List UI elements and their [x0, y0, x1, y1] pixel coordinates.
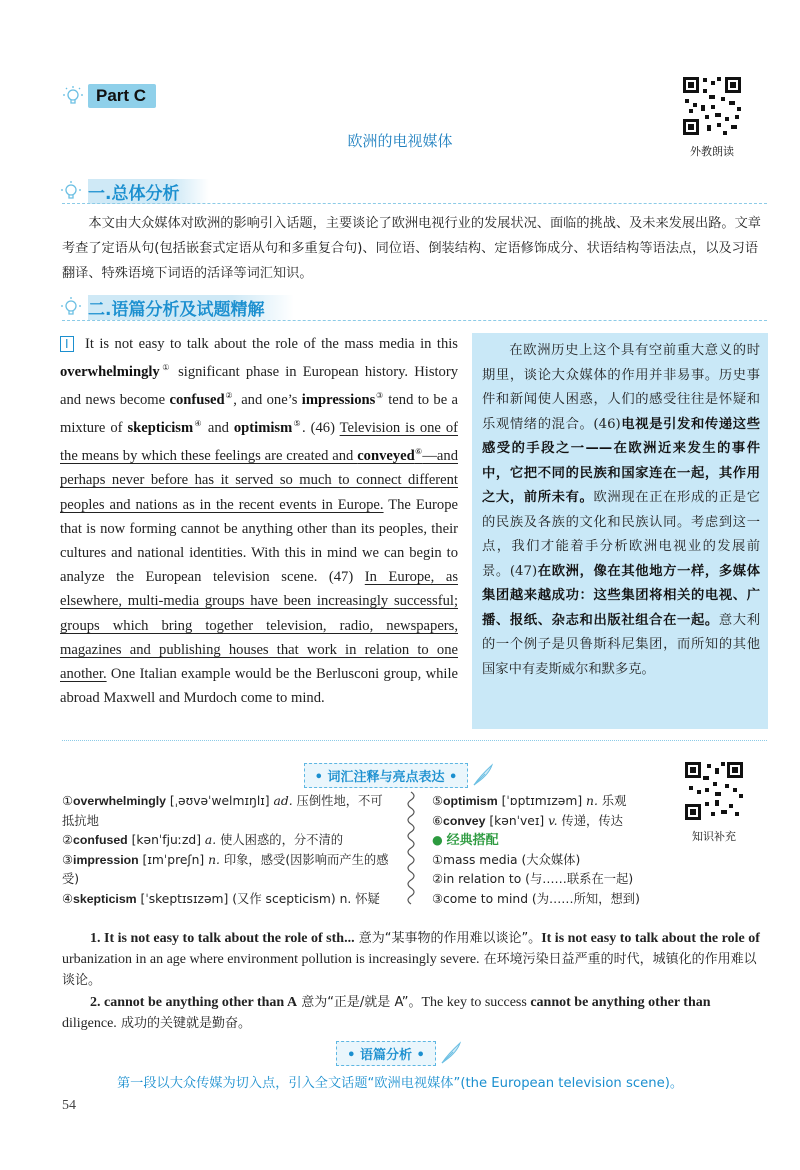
- vocab-item: ④skepticism [ˈskeptɪsɪzəm] (又作 scepticism) n. 怀疑: [62, 891, 380, 906]
- vocab-word: conveyed: [357, 448, 415, 465]
- lightbulb-icon: [60, 296, 82, 318]
- collocation-item: ③come to mind (为……所知，想到): [432, 891, 640, 906]
- vocab-right-list: [432, 792, 682, 909]
- qr-mid-label: 知识补充: [692, 830, 736, 843]
- section2-heading-text: 二.语篇分析及试题精解: [88, 295, 294, 320]
- vocab-item: ③impression [ɪmˈpreʃn] n. 印象，感受(因影响而产生的感受): [62, 852, 389, 886]
- vocab-item: ①overwhelmingly [ˌəʊvəˈwelmɪŋlɪ] ad. 压倒性地，不可抵抗地: [62, 794, 383, 828]
- qr-code-mid[interactable]: [683, 760, 745, 844]
- collocation-heading: ● 经典搭配: [432, 833, 499, 848]
- vocab-word: overwhelmingly: [60, 364, 160, 381]
- vocab-word: skepticism: [127, 420, 194, 437]
- quill-icon: [470, 762, 496, 788]
- translation-46: 电视是引发和传递这些感受的手段之一——在欧洲近来发生的事件中，它把不同的民族和国家连在一起，其作用之大，前所未有。: [482, 416, 760, 505]
- vocab-item: ⑤optimism [ˈɒptɪmɪzəm] n. 乐观: [432, 794, 627, 808]
- vocab-word: impressions: [301, 392, 376, 409]
- collocation-item: ①mass media (大众媒体): [432, 852, 581, 867]
- paragraph-number: Ⅰ: [60, 336, 74, 352]
- vocab-item: ⑥convey [kənˈveɪ] v. 传递，传达: [432, 813, 623, 828]
- translation-47: 在欧洲，像在其他地方一样，多媒体集团越来越成功：这些集团将相关的电视、广播、报纸、杂志和出版社组合在一起。: [482, 563, 761, 628]
- article-title: 欧洲的电视媒体: [347, 132, 453, 150]
- vocab-word: confused: [169, 392, 225, 409]
- underlined-sentence-46: Television is one of the means by which these feelings are created and conveyed⑥—and perhaps never before has it served so much to connect different peoples and nations as in the recent events in Europe.: [60, 420, 459, 513]
- divider: [62, 203, 767, 204]
- vocab-item: ②confused [kənˈfjuːzd] a. 使人困惑的，分不清的: [62, 833, 344, 847]
- analysis-badge-text: • 语篇分析 •: [336, 1041, 436, 1066]
- page-number: 54: [62, 1098, 76, 1113]
- vocab-badge-text: • 词汇注释与亮点表达 •: [304, 763, 469, 788]
- part-label: [62, 82, 156, 110]
- vocab-left-list: [62, 792, 392, 909]
- paragraph-summary: 第一段以大众传媒为切入点，引入全文话题“欧洲电视媒体”(the European television scene)。: [116, 1076, 684, 1091]
- english-passage: Ⅰ It is not easy to talk about the role of the mass media in this overwhelmingly① significant phase in European history. History and news become confused②, and one’s impressions③ tend to be a mixture of skepticism④ and optimism⑤. (46) Television is one of the means by which these feelings are created and conveyed⑥—and perhaps never before has it served so much to connect different peoples and nations as in the recent events in Europe. The Europe that is now forming cannot be anything other than its peoples, their cultures and national identities. With this in mind we can begin to analyze the European television scene. (47) In Europe, as elsewhere, multi-media groups have been increasingly successful; groups which bring together television, radio, newspapers, magazines and publishing houses that work in relation to one another. One Italian example would be the Berlusconi group, while abroad Maxwell and Murdoch come to mind.: [60, 336, 459, 707]
- divider: [62, 320, 767, 321]
- note-2: 2. cannot be anything other than A 意为“正是/就是 A”。The key to success cannot be anything other than diligence. 成功的关键就是勤奋。: [62, 995, 711, 1031]
- qr-code-icon: [681, 75, 743, 137]
- part-label-text: Part C: [88, 84, 156, 108]
- analysis-badge: [0, 1040, 800, 1066]
- vocab-badge: [0, 762, 800, 788]
- vocab-word: optimism: [233, 420, 293, 437]
- section1-heading: [60, 178, 209, 204]
- lightbulb-icon: [62, 85, 84, 107]
- spiral-divider-icon: [403, 790, 419, 910]
- section1-text: 本文由大众媒体对欧洲的影响引入话题，主要谈论了欧洲电视行业的发展状况、面临的挑战、及未来发展出路。文章考查了定语从句(包括嵌套式定语从句和多重复合句)、同位语、倒装结构、定语修饰成分、状语结构等语法点，以及习语翻译、特殊语境下词语的活译等词汇知识。: [62, 216, 761, 281]
- section1-heading-text: 一.总体分析: [88, 179, 209, 204]
- collocation-item: ②in relation to (与……联系在一起): [432, 872, 634, 886]
- divider: [62, 740, 767, 741]
- quill-icon: [438, 1040, 464, 1066]
- note-1: 1. It is not easy to talk about the role of sth... 意为“某事物的作用难以谈论”。It is not easy to talk about the role of urbanization in an age where environment pollution is increasingly severe. 在环境污染日益严重的时代，城镇化的作用难以谈论。: [62, 931, 760, 988]
- chinese-translation-box: 在欧洲历史上这个具有空前重大意义的时期里，谈论大众媒体的作用并非易事。历史事件和新闻使人困惑，人们的感受往往是怀疑和乐观情绪的混合。(46)电视是引发和传递这些感受的手段之一——在欧洲近来发生的事件中，它把不同的民族和国家连在一起，其作用之大，前所未有。欧洲现在正在形成的正是它的民族及各族的文化和民族认同。考虑到这一点，我们才能着手分析欧洲电视业的发展前景。(47)在欧洲，像在其他地方一样，多媒体集团越来越成功：这些集团将相关的电视、广播、报纸、杂志和出版社组合在一起。意大利的一个例子是贝鲁斯科尼集团，而所知的其他国家中有麦斯威尔和默多克。: [472, 333, 768, 729]
- underlined-sentence-47: In Europe, as elsewhere, multi-media groups have been increasingly successful; groups which bring together television, radio, newspapers, magazines and publishing houses that work in relation to one another.: [60, 569, 459, 683]
- lightbulb-icon: [60, 180, 82, 202]
- qr-code-icon: [683, 760, 745, 822]
- section2-heading: [60, 294, 294, 320]
- qr-top-label: 外教朗读: [690, 145, 734, 158]
